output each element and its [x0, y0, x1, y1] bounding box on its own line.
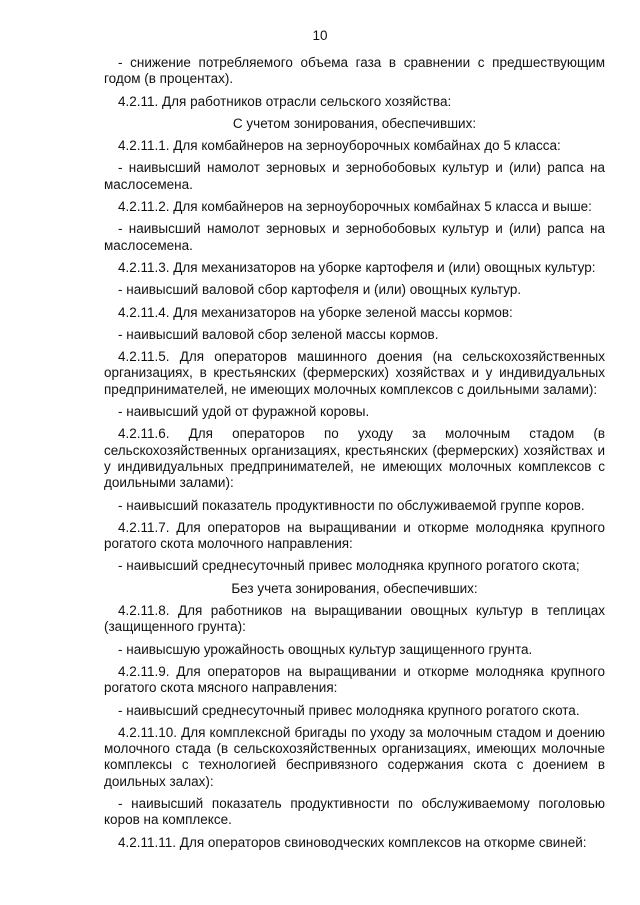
paragraph-bullet: - наивысший показатель продуктивности по обслуживаемому поголовью коров на комплексе. — [104, 795, 605, 828]
paragraph-bullet: - наивысший валовой сбор картофеля и (или) овощных культур. — [118, 282, 522, 298]
paragraph-bullet: - наивысшую урожайность овощных культур защищенного грунта. — [118, 641, 533, 657]
paragraph-clause: 4.2.11.9. Для операторов на выращивании и откорме молодняка крупного рогатого скота мясного направления: — [104, 663, 605, 696]
paragraph-clause: 4.2.11.10. Для комплексной бригады по уходу за молочным стадом и доению молочного стада (в сельскохозяйственных организациях, имеющих молочные комплексы с технологией беспривязного содержания скота с доением в доильных залах): — [104, 724, 605, 789]
paragraph-bullet: - наивысший показатель продуктивности по обслуживаемой группе коров. — [118, 497, 585, 513]
paragraph-bullet: - наивысший валовой сбор зеленой массы кормов. — [118, 326, 439, 342]
paragraph-clause: 4.2.11.7. Для операторов на выращивании и откорме молодняка крупного рогатого скота молочного направления: — [104, 519, 605, 552]
paragraph-bullet: - наивысший намолот зерновых и зернобобовых культур и (или) рапса на маслосемена. — [104, 160, 605, 192]
paragraph-clause: 4.2.11. Для работников отрасли сельского хозяйства: — [118, 93, 452, 109]
paragraph-clause: 4.2.11.8. Для работников на выращивании овощных культур в теплицах (защищенного грунта): — [104, 603, 605, 635]
paragraph-clause: 4.2.11.5. Для операторов машинного доения (на сельскохозяйственных организациях, в крестьянских (фермерских) хозяйствах и у индивидуальных предпринимателей, не имеющих молочных комплексов с доильными залами): — [104, 349, 605, 397]
page-number: 10 — [312, 28, 328, 43]
paragraph-clause: 4.2.11.4. Для механизаторов на уборке зеленой массы кормов: — [118, 304, 513, 320]
paragraph-clause: 4.2.11.11. Для операторов свиноводческих комплексов на откорме свиней: — [118, 834, 587, 850]
paragraph-clause: 4.2.11.3. Для механизаторов на уборке картофеля и (или) овощных культур: — [118, 259, 596, 275]
paragraph-clause: 4.2.11.6. Для операторов по уходу за молочным стадом (в сельскохозяйственных организациях, крестьянских (фермерских) хозяйствах и у индивидуальных предпринимателей, не имеющих молочных комплексов с доильными залами): — [104, 426, 605, 491]
paragraph-bullet: - наивысший среднесуточный привес молодняка крупного рогатого скота. — [118, 702, 580, 718]
paragraph-bullet: - наивысший среднесуточный привес молодняка крупного рогатого скота; — [118, 558, 580, 574]
section-subheading: С учетом зонирования, обеспечивших: — [232, 115, 477, 131]
paragraph-clause: 4.2.11.1. Для комбайнеров на зерноуборочных комбайнах до 5 класса: — [118, 138, 561, 154]
section-subheading: Без учета зонирования, обеспечивших: — [231, 580, 478, 596]
document-body — [104, 55, 605, 857]
paragraph-bullet: - наивысший намолот зерновых и зернобобовых культур и (или) рапса на маслосемена. — [104, 221, 605, 253]
paragraph-clause: 4.2.11.2. Для комбайнеров на зерноуборочных комбайнах 5 класса и выше: — [118, 199, 592, 215]
paragraph-bullet: - снижение потребляемого объема газа в сравнении с предшествующим годом (в процентах). — [104, 55, 605, 87]
paragraph-bullet: - наивысший удой от фуражной коровы. — [118, 404, 370, 420]
